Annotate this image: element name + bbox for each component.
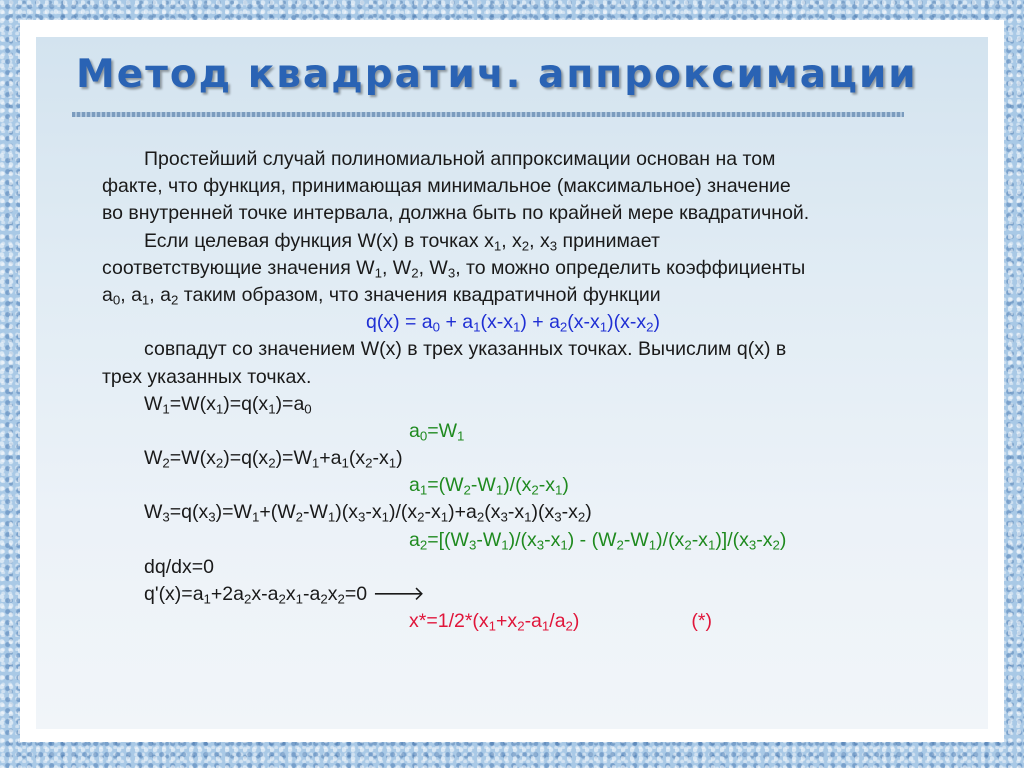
arrow-icon: 🡒 [372,583,425,605]
slide-title: Метод квадратич. аппроксимации [76,52,918,97]
equation-derivative: $q'(x)=a_1+2a_2x-a_2x_1-a_2x_2=0$ 🡒 [144,583,425,607]
paragraph-line: совпадут со значением W(x) в трех указанных точках. Вычислим q(x) в [144,338,787,361]
equation-label: (*) [691,610,712,633]
equation-w1: $W_1=W(x_1)=q(x_1)=a_0$ [144,392,312,417]
result-xstar: $x*=1/2*(x_1+x_2-a_1/a_2)$ (*) [409,610,712,634]
paragraph-line: Если целевая функция W(x) в точках $x_1$, $x_2$, $x_3$ принимает [144,229,660,254]
paragraph-line: соответствующие значения $W_1$, $W_2$, $W_3$, то можно определить коэффициенты [102,256,806,281]
equation-w2: $W_2=W(x_2)=q(x_2)=W_1+a_1(x_2-x_1)$ [144,447,403,471]
paragraph-line: Простейший случай полиномиальной аппроксимации основан на том [144,148,776,170]
paragraph-line: трех указанных точках. [102,365,312,388]
slide-body [102,146,962,635]
paragraph-line: во внутренней точке интервала, должна быть по крайней мере квадратичной. [102,202,810,225]
result-a0: $a_0=W_1$ [409,419,465,444]
paragraph-line: $a_0$, $a_1$, $a_2$ таким образом, что значения квадратичной функции [102,283,661,308]
title-divider [72,112,904,117]
equation-derivative-zero: dq/dx=0 [144,555,214,578]
result-a1: $a_1=(W_2-W_1)/(x_2-x_1)$ [409,474,569,498]
result-a2: $a_2=[(W_3-W_1)/(x_3-x_1) - (W_2-W_1)/(x_2-x_1)]/(x_3-x_2)$ [409,528,787,553]
paragraph-line: факте, что функция, принимающая минимальное (максимальное) значение [102,175,791,198]
equation-w3: $W_3=q(x_3)=W_1+(W_2-W_1)(x_3-x_1)/(x_2-x_1)+a_2(x_3-x_1)(x_3-x_2)$ [144,501,592,526]
formula-quadratic: $q(x) = a_0 + a_1(x-x_1) + a_2(x-x_1)(x-x_2)$ [366,311,661,335]
